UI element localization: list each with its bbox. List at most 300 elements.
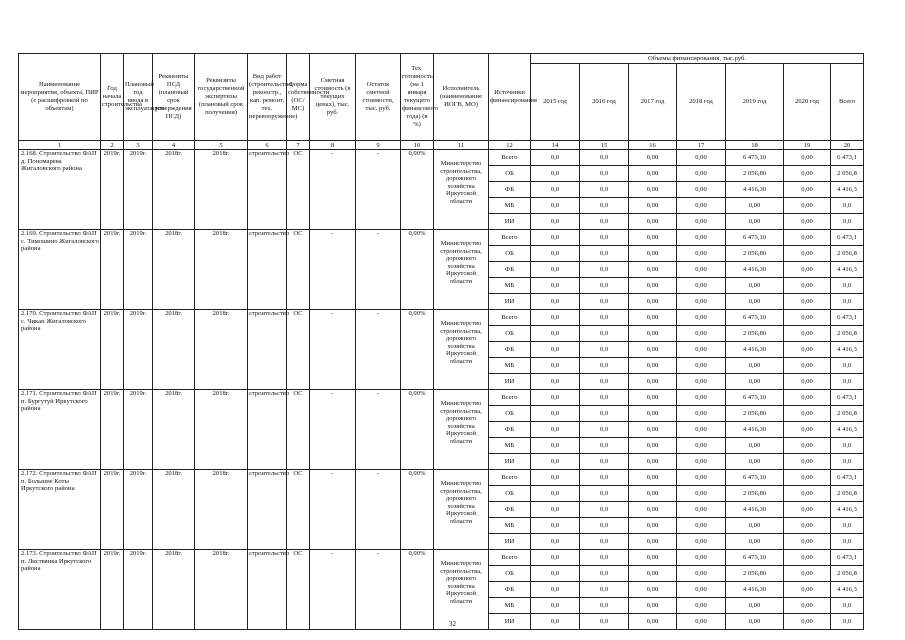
funding-value: 0,00 — [784, 438, 831, 454]
funding-source: ФБ — [489, 182, 531, 198]
object-name: 2.170. Строительство ФАП с. Чикан Жигаловского района — [19, 310, 101, 390]
funding-value: 4 416,3 — [831, 582, 864, 598]
header-name: Наименование мероприятия, объекта, ПИР (с расшифровкой по объектам) — [19, 54, 101, 141]
funding-source: ИИ — [489, 614, 531, 630]
funding-value: 0,00 — [784, 422, 831, 438]
object-expert: 2018г. — [195, 310, 248, 390]
header-ownership: Форма собственности (ОС/МС) — [287, 54, 310, 141]
table-row — [19, 230, 864, 246]
object-cost: - — [310, 390, 356, 470]
funding-value: 0,0 — [580, 278, 629, 294]
funding-value: 0,0 — [580, 374, 629, 390]
funding-value: 0,00 — [726, 198, 784, 214]
object-ready: 0,00% — [401, 390, 434, 470]
table-row — [19, 550, 864, 566]
funding-value: 0,00 — [629, 502, 677, 518]
funding-value: 4 416,30 — [726, 182, 784, 198]
object-worktype: строительство — [248, 390, 287, 470]
funding-source: ИИ — [489, 374, 531, 390]
funding-value: 0,00 — [677, 406, 726, 422]
funding-value: 0,0 — [580, 422, 629, 438]
funding-value: 0,00 — [629, 198, 677, 214]
object-name: 2.169. Строительство ФАП с. Тимошино Жигаловского района — [19, 230, 101, 310]
funding-value: 0,0 — [531, 438, 580, 454]
object-remain: - — [356, 550, 401, 630]
funding-value: 0,00 — [784, 598, 831, 614]
object-ready: 0,00% — [401, 150, 434, 230]
funding-value: 0,00 — [784, 518, 831, 534]
funding-value: 0,00 — [726, 534, 784, 550]
funding-value: 0,0 — [580, 406, 629, 422]
funding-source: ОБ — [489, 566, 531, 582]
header-column-number: 16 — [629, 141, 677, 150]
funding-source: ОБ — [489, 246, 531, 262]
funding-value: 2 056,8 — [831, 326, 864, 342]
header-column-number: 1 — [19, 141, 101, 150]
funding-value: 0,00 — [629, 150, 677, 166]
funding-value: 0,0 — [531, 182, 580, 198]
funding-value: 0,0 — [531, 150, 580, 166]
header-estimate-cost: Сметная стоимость (в текущих ценах), тыс. руб. — [310, 54, 356, 141]
header-year-2: 2016 год — [580, 64, 629, 141]
funding-value: 0,0 — [531, 358, 580, 374]
funding-value: 6 473,1 — [831, 310, 864, 326]
object-start: 2019г. — [101, 150, 124, 230]
funding-value: 0,0 — [580, 326, 629, 342]
table-row — [19, 150, 864, 166]
funding-source: Всего — [489, 550, 531, 566]
funding-source: ФБ — [489, 502, 531, 518]
funding-value: 0,0 — [580, 550, 629, 566]
funding-source: ФБ — [489, 342, 531, 358]
funding-value: 0,0 — [831, 294, 864, 310]
funding-value: 0,00 — [677, 534, 726, 550]
object-ready: 0,00% — [401, 230, 434, 310]
funding-value: 6 473,1 — [831, 470, 864, 486]
funding-value: 0,0 — [531, 262, 580, 278]
object-cost: - — [310, 310, 356, 390]
object-ready: 0,00% — [401, 470, 434, 550]
funding-value: 0,00 — [677, 198, 726, 214]
header-column-number: 7 — [287, 141, 310, 150]
funding-source: ФБ — [489, 422, 531, 438]
object-psd: 2018г. — [153, 310, 195, 390]
funding-source: МБ — [489, 598, 531, 614]
funding-value: 0,0 — [580, 230, 629, 246]
funding-value: 2 056,80 — [726, 406, 784, 422]
funding-value: 0,00 — [726, 374, 784, 390]
funding-value: 0,00 — [677, 518, 726, 534]
object-name: 2.172. Строительство ФАП п. Большие Коты Иркутского района — [19, 470, 101, 550]
funding-value: 4 416,3 — [831, 262, 864, 278]
funding-value: 0,0 — [580, 454, 629, 470]
funding-value: 0,00 — [677, 150, 726, 166]
object-start: 2019г. — [101, 470, 124, 550]
funding-value: 0,00 — [784, 214, 831, 230]
funding-value: 0,00 — [784, 310, 831, 326]
funding-value: 0,00 — [629, 326, 677, 342]
funding-value: 0,00 — [784, 486, 831, 502]
funding-value: 0,00 — [677, 166, 726, 182]
funding-value: 0,0 — [531, 342, 580, 358]
header-column-number: 20 — [831, 141, 864, 150]
funding-value: 0,0 — [531, 198, 580, 214]
funding-value: 0,00 — [629, 550, 677, 566]
funding-source: МБ — [489, 278, 531, 294]
funding-value: 0,0 — [580, 502, 629, 518]
funding-value: 2 056,80 — [726, 566, 784, 582]
object-plan: 2019г. — [124, 230, 153, 310]
funding-value: 0,00 — [629, 518, 677, 534]
funding-value: 0,0 — [531, 422, 580, 438]
header-expertise: Реквизиты государственной экспертизы (плановый срок получения) — [195, 54, 248, 141]
funding-value: 0,0 — [580, 310, 629, 326]
funding-value: 0,00 — [629, 566, 677, 582]
header-plan-year: Плановый год ввода в эксплуатацию — [124, 54, 153, 141]
funding-value: 0,0 — [580, 582, 629, 598]
header-column-number: 4 — [153, 141, 195, 150]
funding-value: 0,0 — [580, 438, 629, 454]
funding-value: 0,0 — [531, 582, 580, 598]
object-psd: 2018г. — [153, 390, 195, 470]
funding-value: 0,00 — [784, 470, 831, 486]
funding-source: ФБ — [489, 582, 531, 598]
object-executor: Министерство строительства, дорожного хозяйства Иркутской области — [434, 230, 489, 310]
funding-value: 2 056,80 — [726, 166, 784, 182]
funding-value: 0,00 — [629, 246, 677, 262]
funding-value: 4 416,30 — [726, 502, 784, 518]
funding-value: 0,00 — [784, 342, 831, 358]
funding-value: 0,0 — [531, 294, 580, 310]
header-column-number: 9 — [356, 141, 401, 150]
funding-source: Всего — [489, 470, 531, 486]
funding-value: 0,0 — [531, 406, 580, 422]
object-plan: 2019г. — [124, 390, 153, 470]
financing-table — [18, 53, 864, 630]
table-row — [19, 390, 864, 406]
funding-value: 0,0 — [580, 182, 629, 198]
funding-value: 0,00 — [784, 390, 831, 406]
funding-value: 2 056,8 — [831, 246, 864, 262]
funding-value: 0,00 — [629, 278, 677, 294]
funding-value: 0,00 — [784, 166, 831, 182]
funding-value: 0,0 — [580, 358, 629, 374]
object-plan: 2019г. — [124, 310, 153, 390]
funding-value: 6 473,1 — [831, 550, 864, 566]
funding-value: 0,00 — [726, 614, 784, 630]
object-start: 2019г. — [101, 230, 124, 310]
funding-value: 0,00 — [629, 182, 677, 198]
funding-source: Всего — [489, 390, 531, 406]
funding-value: 0,0 — [580, 566, 629, 582]
funding-value: 0,00 — [677, 374, 726, 390]
funding-value: 0,00 — [726, 358, 784, 374]
object-remain: - — [356, 310, 401, 390]
funding-value: 0,00 — [784, 582, 831, 598]
funding-value: 0,0 — [831, 198, 864, 214]
funding-value: 0,00 — [677, 502, 726, 518]
object-worktype: строительство — [248, 550, 287, 630]
funding-value: 0,00 — [677, 230, 726, 246]
header-column-number: 6 — [248, 141, 287, 150]
funding-value: 6 473,10 — [726, 310, 784, 326]
funding-value: 0,0 — [831, 374, 864, 390]
funding-value: 0,00 — [677, 214, 726, 230]
header-column-number: 5 — [195, 141, 248, 150]
funding-value: 2 056,80 — [726, 246, 784, 262]
funding-value: 4 416,30 — [726, 342, 784, 358]
funding-value: 0,00 — [784, 246, 831, 262]
funding-value: 0,00 — [629, 406, 677, 422]
funding-value: 0,00 — [726, 438, 784, 454]
object-remain: - — [356, 470, 401, 550]
object-plan: 2019г. — [124, 150, 153, 230]
funding-value: 0,0 — [580, 534, 629, 550]
header-column-number: 11 — [434, 141, 489, 150]
funding-value: 0,0 — [531, 166, 580, 182]
funding-value: 0,00 — [726, 454, 784, 470]
object-cost: - — [310, 230, 356, 310]
header-year-4: 2018 год — [677, 64, 726, 141]
header-remaining-cost: Остаток сметной стоимости, тыс. руб. — [356, 54, 401, 141]
funding-value: 0,0 — [531, 534, 580, 550]
object-ownership: ОС — [287, 390, 310, 470]
header-numbers-row — [19, 141, 864, 150]
funding-value: 4 416,30 — [726, 422, 784, 438]
funding-value: 0,00 — [629, 598, 677, 614]
object-remain: - — [356, 390, 401, 470]
funding-value: 0,00 — [677, 422, 726, 438]
funding-value: 0,00 — [629, 310, 677, 326]
funding-value: 4 416,3 — [831, 502, 864, 518]
object-psd: 2018г. — [153, 550, 195, 630]
funding-value: 0,00 — [784, 198, 831, 214]
funding-value: 0,00 — [726, 294, 784, 310]
object-name: 2.168. Строительство ФАП д. Пономарева Жигаловского района — [19, 150, 101, 230]
funding-value: 0,00 — [629, 358, 677, 374]
object-expert: 2018г. — [195, 550, 248, 630]
header-readiness: Тех. готовность (на 1 января текущего финансового года) (в %) — [401, 54, 434, 141]
funding-value: 0,0 — [831, 454, 864, 470]
funding-value: 0,00 — [629, 374, 677, 390]
funding-value: 0,00 — [677, 182, 726, 198]
funding-value: 0,00 — [677, 294, 726, 310]
funding-value: 0,0 — [531, 598, 580, 614]
header-year-7: Всего — [831, 64, 864, 141]
funding-value: 0,0 — [580, 390, 629, 406]
funding-value: 0,0 — [831, 598, 864, 614]
object-name: 2.171. Строительство ФАП п. Бургутуй Иркутского района — [19, 390, 101, 470]
funding-value: 0,00 — [726, 214, 784, 230]
funding-value: 0,0 — [531, 486, 580, 502]
funding-value: 6 473,1 — [831, 150, 864, 166]
funding-value: 0,0 — [580, 486, 629, 502]
object-start: 2019г. — [101, 310, 124, 390]
object-plan: 2019г. — [124, 550, 153, 630]
header-column-number: 3 — [124, 141, 153, 150]
header-source: Источники финансирования — [489, 54, 531, 141]
funding-value: 0,0 — [531, 502, 580, 518]
funding-value: 6 473,10 — [726, 150, 784, 166]
funding-value: 0,0 — [580, 614, 629, 630]
funding-value: 0,0 — [531, 614, 580, 630]
header-year-5: 2019 год — [726, 64, 784, 141]
object-ownership: ОС — [287, 150, 310, 230]
funding-value: 0,00 — [677, 614, 726, 630]
funding-value: 0,0 — [531, 214, 580, 230]
header-column-number: 8 — [310, 141, 356, 150]
funding-value: 0,00 — [784, 614, 831, 630]
funding-value: 0,0 — [531, 230, 580, 246]
header-year-3: 2017 год — [629, 64, 677, 141]
funding-source: ИИ — [489, 214, 531, 230]
funding-value: 0,00 — [629, 166, 677, 182]
object-executor: Министерство строительства, дорожного хозяйства Иркутской области — [434, 550, 489, 630]
funding-value: 0,00 — [726, 518, 784, 534]
funding-value: 0,00 — [677, 582, 726, 598]
funding-value: 0,00 — [677, 310, 726, 326]
object-start: 2019г. — [101, 550, 124, 630]
funding-value: 4 416,3 — [831, 342, 864, 358]
funding-value: 0,0 — [580, 150, 629, 166]
funding-value: 0,00 — [677, 262, 726, 278]
funding-value: 0,00 — [629, 390, 677, 406]
funding-value: 0,00 — [629, 230, 677, 246]
funding-source: ИИ — [489, 534, 531, 550]
funding-value: 0,0 — [531, 470, 580, 486]
funding-value: 0,0 — [831, 278, 864, 294]
object-psd: 2018г. — [153, 230, 195, 310]
funding-value: 0,0 — [531, 518, 580, 534]
funding-source: ОБ — [489, 326, 531, 342]
funding-value: 0,00 — [784, 278, 831, 294]
funding-value: 0,00 — [677, 550, 726, 566]
funding-value: 0,00 — [677, 342, 726, 358]
funding-value: 0,0 — [831, 614, 864, 630]
funding-value: 0,00 — [677, 598, 726, 614]
funding-value: 0,00 — [629, 470, 677, 486]
funding-value: 0,0 — [580, 294, 629, 310]
funding-value: 0,00 — [784, 502, 831, 518]
funding-value: 0,00 — [629, 454, 677, 470]
funding-value: 0,00 — [784, 182, 831, 198]
funding-source: ОБ — [489, 486, 531, 502]
funding-value: 0,0 — [531, 374, 580, 390]
funding-value: 0,00 — [629, 534, 677, 550]
funding-value: 0,00 — [677, 246, 726, 262]
object-expert: 2018г. — [195, 230, 248, 310]
funding-value: 6 473,10 — [726, 470, 784, 486]
funding-value: 0,00 — [784, 326, 831, 342]
funding-source: ОБ — [489, 166, 531, 182]
funding-value: 0,0 — [531, 390, 580, 406]
funding-value: 0,0 — [831, 214, 864, 230]
funding-source: ИИ — [489, 294, 531, 310]
funding-value: 2 056,8 — [831, 566, 864, 582]
funding-value: 0,00 — [629, 582, 677, 598]
funding-value: 0,0 — [580, 166, 629, 182]
object-psd: 2018г. — [153, 470, 195, 550]
funding-value: 2 056,8 — [831, 166, 864, 182]
funding-source: МБ — [489, 358, 531, 374]
header-start-year: Год начала строительства — [101, 54, 124, 141]
funding-value: 0,00 — [726, 598, 784, 614]
object-ownership: ОС — [287, 230, 310, 310]
funding-value: 0,00 — [784, 150, 831, 166]
funding-value: 0,00 — [677, 358, 726, 374]
funding-value: 6 473,1 — [831, 230, 864, 246]
funding-source: ОБ — [489, 406, 531, 422]
funding-value: 0,00 — [629, 614, 677, 630]
funding-value: 0,00 — [629, 294, 677, 310]
funding-value: 0,0 — [531, 454, 580, 470]
funding-value: 0,00 — [784, 374, 831, 390]
object-executor: Министерство строительства, дорожного хозяйства Иркутской области — [434, 390, 489, 470]
funding-value: 0,00 — [726, 278, 784, 294]
funding-value: 2 056,80 — [726, 486, 784, 502]
funding-source: Всего — [489, 150, 531, 166]
funding-source: Всего — [489, 310, 531, 326]
table-row — [19, 310, 864, 326]
object-worktype: строительство — [248, 470, 287, 550]
header-executor: Исполнитель (наименование ИОГВ, МО) — [434, 54, 489, 141]
funding-source: ФБ — [489, 262, 531, 278]
funding-value: 0,00 — [677, 486, 726, 502]
funding-value: 4 416,3 — [831, 422, 864, 438]
funding-value: 0,00 — [629, 486, 677, 502]
funding-value: 0,00 — [629, 214, 677, 230]
funding-value: 4 416,30 — [726, 262, 784, 278]
funding-source: МБ — [489, 518, 531, 534]
funding-value: 2 056,8 — [831, 406, 864, 422]
funding-value: 0,00 — [677, 326, 726, 342]
funding-value: 0,0 — [531, 326, 580, 342]
header-column-number: 15 — [580, 141, 629, 150]
header-column-number: 2 — [101, 141, 124, 150]
funding-value: 0,0 — [580, 470, 629, 486]
table-row — [19, 470, 864, 486]
object-worktype: строительство — [248, 310, 287, 390]
funding-value: 0,0 — [531, 550, 580, 566]
funding-value: 0,0 — [531, 310, 580, 326]
object-ready: 0,00% — [401, 310, 434, 390]
header-psd: Реквизиты ПСД (плановый срок утверждения ПСД) — [153, 54, 195, 141]
table-body — [19, 150, 864, 630]
header-funding-group: Объемы финансирования, тыс.руб. — [531, 54, 864, 64]
object-worktype: строительство — [248, 230, 287, 310]
object-executor: Министерство строительства, дорожного хозяйства Иркутской области — [434, 310, 489, 390]
funding-value: 0,00 — [784, 294, 831, 310]
funding-value: 2 056,8 — [831, 486, 864, 502]
funding-source: ИИ — [489, 454, 531, 470]
funding-value: 0,0 — [580, 598, 629, 614]
funding-value: 4 416,30 — [726, 582, 784, 598]
object-executor: Министерство строительства, дорожного хозяйства Иркутской области — [434, 150, 489, 230]
funding-value: 0,00 — [784, 566, 831, 582]
funding-value: 0,0 — [831, 358, 864, 374]
funding-value: 0,00 — [629, 438, 677, 454]
funding-source: МБ — [489, 438, 531, 454]
funding-value: 0,00 — [677, 454, 726, 470]
object-expert: 2018г. — [195, 150, 248, 230]
header-column-number: 12 — [489, 141, 531, 150]
object-start: 2019г. — [101, 390, 124, 470]
funding-value: 0,00 — [629, 422, 677, 438]
funding-value: 0,0 — [580, 214, 629, 230]
object-remain: - — [356, 230, 401, 310]
funding-value: 0,0 — [580, 246, 629, 262]
header-work-type: Вид работ (строительство, реконстр., кап. ремонт, тех. перевооружение) — [248, 54, 287, 141]
